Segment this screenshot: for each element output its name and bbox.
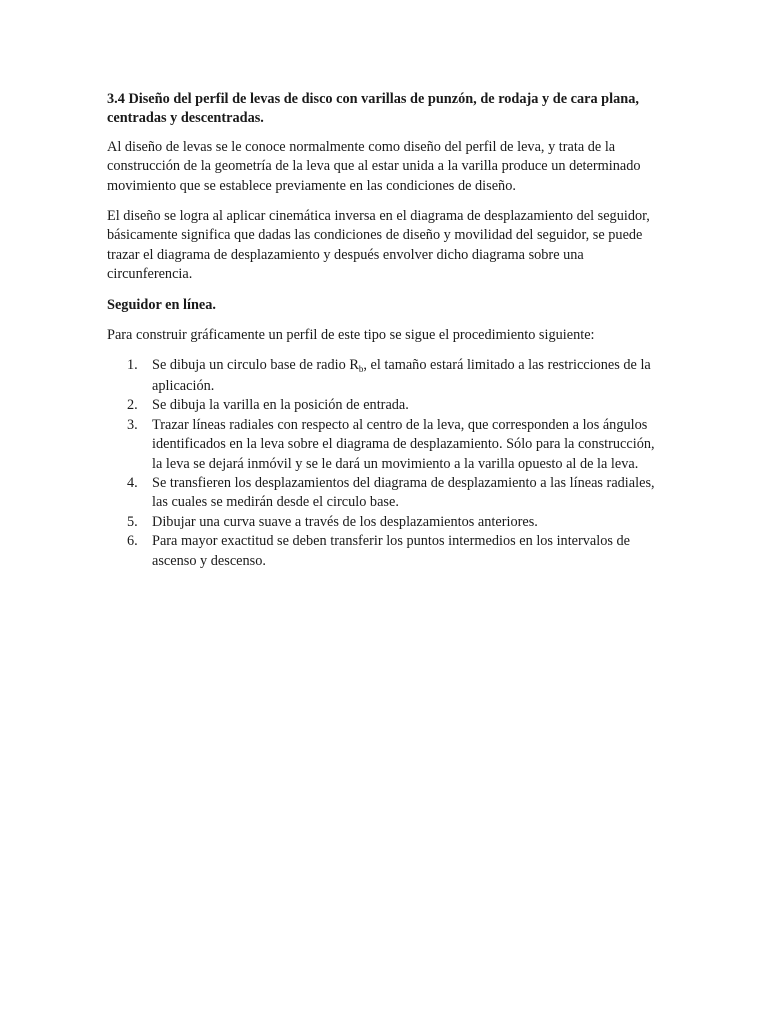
subsection-heading: Seguidor en línea. xyxy=(107,296,216,313)
document-page xyxy=(107,90,662,571)
list-item-number: 2. xyxy=(127,397,138,414)
list-item xyxy=(107,416,662,474)
list-item-number: 1. xyxy=(127,357,138,374)
list-item xyxy=(107,396,662,415)
radius-subscript: b xyxy=(358,364,364,375)
list-item-number: 4. xyxy=(127,474,138,491)
paragraph-inverse-kinematics: El diseño se logra al aplicar cinemática inversa en el diagrama de desplazamiento del seguidor, básicamente significa que dadas las condiciones de diseño y movilidad del seguidor, se puede trazar el diagrama de desplazamiento y después envolver dicho diagrama sobre una circunferencia. xyxy=(107,208,650,283)
section-heading: 3.4 Diseño del perfil de levas de disco con varillas de punzón, de rodaja y de cara plana, centradas y descentradas. xyxy=(107,91,639,127)
list-item-number: 6. xyxy=(127,533,138,550)
list-item-text xyxy=(152,357,651,393)
list-item-text: Se dibuja la varilla en la posición de entrada. xyxy=(152,397,409,414)
list-item-text-part: Se dibuja un circulo base de radio R xyxy=(152,357,359,374)
list-item-text: Para mayor exactitud se deben transferir los puntos intermedios en los intervalos de ascenso y descenso. xyxy=(152,533,631,569)
list-item-text: Dibujar una curva suave a través de los desplazamientos anteriores. xyxy=(152,513,538,530)
list-item-number: 5. xyxy=(127,513,138,530)
list-item xyxy=(107,356,662,396)
list-item-text: Se transfieren los desplazamientos del diagrama de desplazamiento a las líneas radiales, las cuales se medirán desde el circulo base. xyxy=(152,474,655,511)
list-item xyxy=(107,532,662,571)
paragraph-intro-definition: Al diseño de levas se le conoce normalmente como diseño del perfil de leva, y trata de la construcción de la geometría de la leva que al estar unida a la varilla produce un determinado movimiento que se establece previamente en las condiciones de diseño. xyxy=(107,138,641,194)
list-item xyxy=(107,513,662,532)
list-item-text-part: , el tamaño estará limitado a las restricciones de la aplicación. xyxy=(152,357,651,394)
procedure-intro: Para construir gráficamente un perfil de este tipo se sigue el procedimiento siguiente: xyxy=(107,327,595,344)
list-item-text: Trazar líneas radiales con respecto al centro de la leva, que corresponden a los ángulos identificados en la leva sobre el diagrama de desplazamiento. Sólo para la construcción, la leva se dejará inmóvil y se le dará un movimiento a la varilla opuesto al de la leva. xyxy=(152,416,655,472)
list-item-number: 3. xyxy=(127,416,138,433)
list-item xyxy=(107,474,662,513)
procedure-steps-list xyxy=(107,356,662,570)
